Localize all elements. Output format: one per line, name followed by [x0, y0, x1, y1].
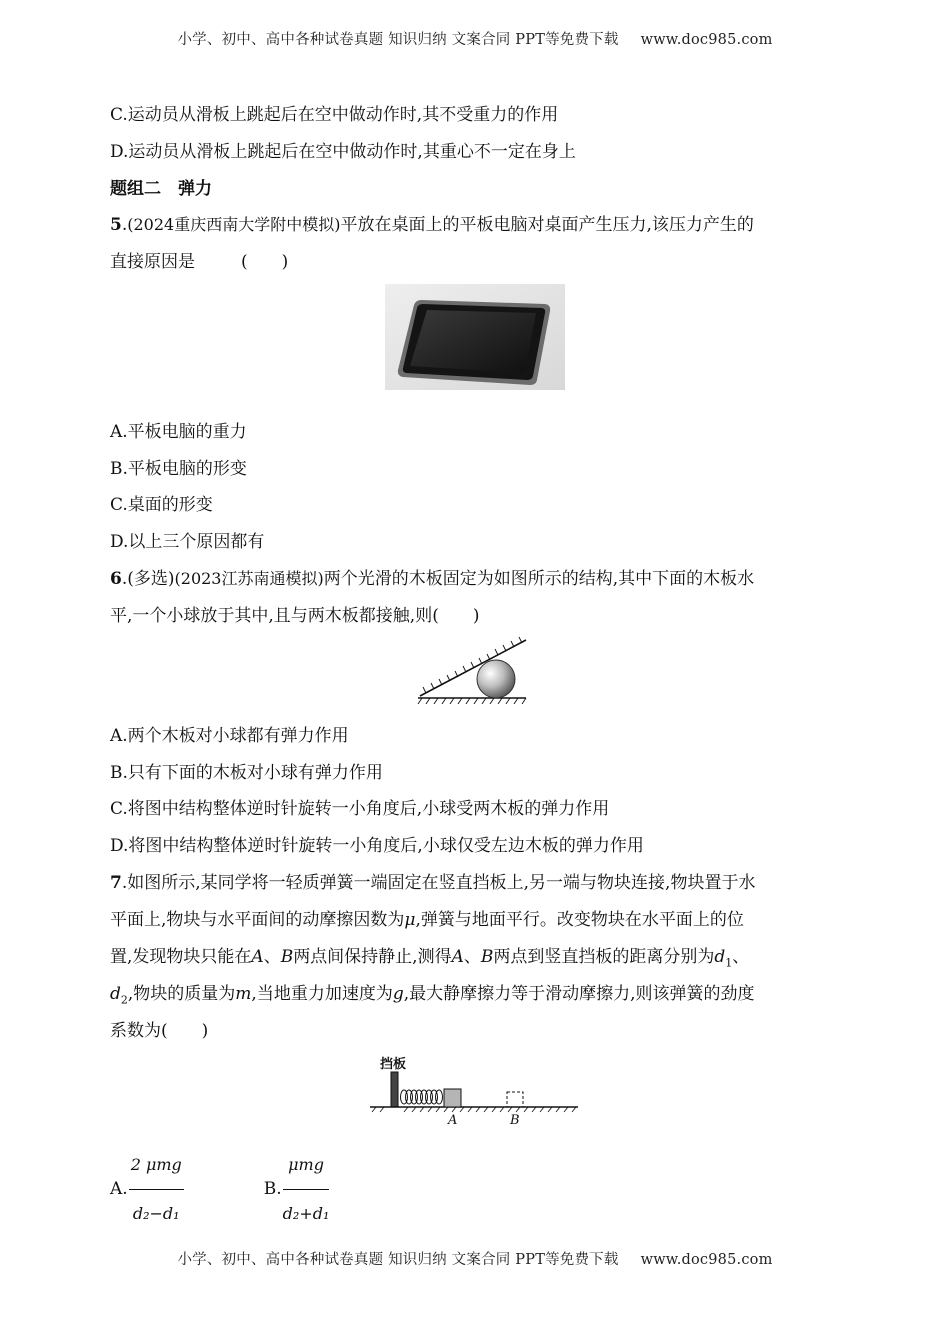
q7-sub2: 2 [120, 993, 128, 1007]
q7-var-m: m [235, 984, 252, 1004]
q7-stem-line3 [110, 946, 749, 974]
q7-sep: 、 [263, 947, 281, 967]
q6-option-a: A.两个木板对小球都有弹力作用 [110, 726, 349, 746]
q5-stem-text2: 直接原因是 [110, 252, 195, 272]
q6-option-b: B.只有下面的木板对小球有弹力作用 [110, 763, 383, 783]
q7-var-mu: μ [404, 910, 416, 930]
floor-hatching [372, 1107, 576, 1112]
footer-site-link[interactable]: www.doc985.com [640, 1252, 773, 1268]
q7-sep3: 、 [732, 947, 750, 967]
q5-stem-line1: 5.(2024重庆西南大学附中模拟)平放在桌面上的平板电脑对桌面产生压力,该压力产生的 [110, 215, 754, 235]
q7-option-a-denominator: d₂−d₁ [132, 1204, 180, 1223]
q7-options [110, 1142, 329, 1237]
footer-slogan: 小学、初中、高中各种试卷真题 知识归纳 文案合同 PPT等免费下载 [177, 1252, 619, 1268]
q5-option-d: D.以上三个原因都有 [110, 532, 265, 552]
section-title: 题组二 弹力 [110, 179, 212, 199]
q6-option-d: D.将图中结构整体逆时针旋转一小角度后,小球仅受左边木板的弹力作用 [110, 836, 644, 856]
q7-sub1: 1 [725, 956, 733, 970]
q7-var-g: g [392, 984, 404, 1004]
spring-block-figure [368, 1050, 582, 1130]
header-site-link[interactable]: www.doc985.com [640, 32, 773, 48]
q7-stem-text2b: ,弹簧与地面平行。改变物块在水平面上的位 [415, 910, 744, 930]
label-a: A [448, 1113, 458, 1128]
q7-var-d2: d [110, 984, 121, 1004]
label-b: B [510, 1113, 520, 1128]
header-slogan: 小学、初中、高中各种试卷真题 知识归纳 文案合同 PPT等免费下载 [177, 32, 619, 48]
q7-var-a: A [251, 947, 264, 967]
block-position-b [507, 1092, 523, 1107]
q6-stem-text1: 两个光滑的木板固定为如图所示的结构,其中下面的木板水 [323, 569, 755, 589]
q7-option-a-fraction [129, 1142, 184, 1237]
q7-stem-text1: 如图所示,某同学将一轻质弹簧一端固定在竖直挡板上,另一端与物块连接,物块置于水 [127, 873, 756, 893]
q7-option-b-prefix: B. [263, 1179, 282, 1199]
q7-stem-text4b: ,当地重力加速度为 [251, 984, 393, 1004]
q7-stem-text2a: 平面上,物块与水平面间的动摩擦因数为 [110, 910, 405, 930]
q7-var-b2: B [480, 947, 494, 967]
q6-tag: (多选) [127, 569, 175, 589]
tablet-photo [385, 284, 565, 390]
page-header [0, 28, 950, 49]
q7-stem-text3b: 两点间保持静止,测得 [293, 947, 452, 967]
q7-sep2: 、 [463, 947, 481, 967]
q6-stem-line1: 6.(多选)(2023江苏南通模拟)两个光滑的木板固定为如图所示的结构,其中下面的木板水 [110, 569, 755, 589]
q7-var-a2: A [451, 947, 464, 967]
q7-stem-text3a: 置,发现物块只能在 [110, 947, 252, 967]
ball-boards-figure [414, 636, 532, 708]
q7-option-b-fraction [283, 1142, 330, 1237]
q5-source: (2024重庆西南大学附中模拟) [127, 215, 341, 234]
q6-stem-line2: 平,一个小球放于其中,且与两木板都接触,则( ) [110, 606, 480, 626]
q7-stem-text4c: ,最大静摩擦力等于滑动摩擦力,则该弹簧的劲度 [403, 984, 755, 1004]
q7-var-b: B [280, 947, 294, 967]
spring [401, 1090, 443, 1104]
q6-option-c: C.将图中结构整体逆时针旋转一小角度后,小球受两木板的弹力作用 [110, 799, 610, 819]
q5-number: 5 [110, 215, 122, 235]
q7-stem-text4a: ,物块的质量为 [127, 984, 236, 1004]
q5-option-a: A.平板电脑的重力 [110, 422, 247, 442]
ball [477, 660, 515, 698]
q7-stem-text3c: 两点到竖直挡板的距离分别为 [493, 947, 715, 967]
q7-option-a-prefix: A. [110, 1179, 128, 1199]
q5-option-b: B.平板电脑的形变 [110, 459, 247, 479]
q5-stem-text1: 平放在桌面上的平板电脑对桌面产生压力,该压力产生的 [340, 215, 754, 235]
q5-option-c: C.桌面的形变 [110, 495, 213, 515]
q7-option-b-denominator: d₂+d₁ [282, 1204, 330, 1223]
q5-stem-line2 [110, 251, 288, 273]
page-footer [0, 1248, 950, 1269]
q7-stem-line2 [110, 909, 744, 931]
q7-var-d1: d [714, 947, 726, 967]
q7-stem-line4 [110, 983, 755, 1011]
q7-option-b-numerator: μmg [283, 1142, 330, 1190]
q6-number: 6 [110, 569, 122, 589]
q4-option-d: D.运动员从滑板上跳起后在空中做动作时,其重心不一定在身上 [110, 142, 576, 162]
q5-answer-paren: ( ) [241, 252, 289, 272]
ground-hatching [418, 698, 526, 704]
block-at-a [444, 1089, 461, 1107]
q6-source: (2023江苏南通模拟) [174, 569, 324, 588]
q7-number: 7 [110, 873, 122, 893]
vertical-board [391, 1072, 398, 1107]
q7-stem-line1: 7.如图所示,某同学将一轻质弹簧一端固定在竖直挡板上,另一端与物块连接,物块置于水 [110, 873, 756, 893]
q4-option-c: C.运动员从滑板上跳起后在空中做动作时,其不受重力的作用 [110, 105, 559, 125]
label-board: 挡板 [380, 1057, 407, 1072]
q7-option-a-numerator: 2 μmg [129, 1142, 184, 1190]
q7-stem-line5: 系数为( ) [110, 1021, 209, 1041]
